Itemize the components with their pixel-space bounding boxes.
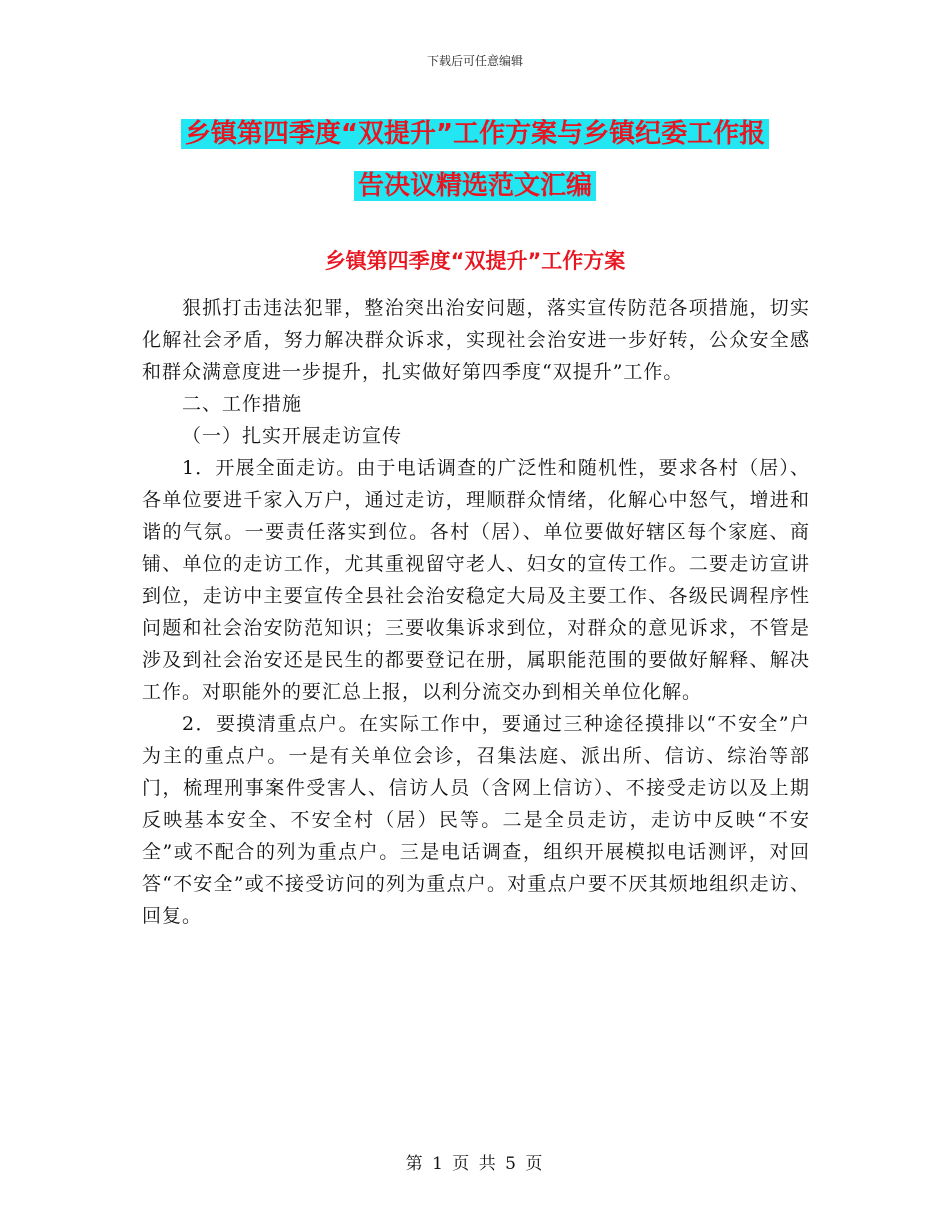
- paragraph-intro: 狠抓打击违法犯罪，整治突出治安问题，落实宣传防范各项措施，切实化解社会矛盾，努力解决群众诉求，实现社会治安进一步好转，公众安全感和群众满意度进一步提升，扎实做好第四季度“双提升”工作。: [142, 297, 810, 383]
- document-title-line-2: 告决议精选范文汇编: [354, 171, 596, 201]
- section-title: 乡镇第四季度“双提升”工作方案: [324, 249, 626, 273]
- page-header-note: 下载后可任意编辑: [426, 54, 523, 68]
- page-number: 第 1 页 共 5 页: [405, 1154, 545, 1174]
- heading-work-measures: 二、工作措施: [182, 393, 303, 415]
- document-title-line-1: 乡镇第四季度“双提升”工作方案与乡镇纪委工作报: [181, 119, 769, 149]
- paragraph-item-2: 2．要摸清重点户。在实际工作中，要通过三种途径摸排以“不安全”户为主的重点户。一是有关单位会诊，召集法庭、派出所、信访、综治等部门，梳理刑事案件受害人、信访人员（含网上信访）、不接受走访以及上期反映基本安全、不安全村（居）民等。二是全员走访，走访中反映“不安全”或不配合的列为重点户。三是电话调查，组织开展模拟电话测评，对回答“不安全”或不接受访问的列为重点户。对重点户要不厌其烦地组织走访、回复。: [142, 713, 810, 927]
- paragraph-item-1: 1．开展全面走访。由于电话调查的广泛性和随机性，要求各村（居）、各单位要进千家入万户，通过走访，理顺群众情绪，化解心中怒气，增进和谐的气氛。一要责任落实到位。各村（居）、单位要做好辖区每个家庭、商铺、单位的走访工作，尤其重视留守老人、妇女的宣传工作。二要走访宣讲到位，走访中主要宣传全县社会治安稳定大局及主要工作、各级民调程序性问题和社会治安防范知识；三要收集诉求到位，对群众的意见诉求，不管是涉及到社会治安还是民生的都要登记在册，属职能范围的要做好解释、解决工作。对职能外的要汇总上报，以利分流交办到相关单位化解。: [142, 457, 810, 703]
- document-title: [0, 108, 950, 212]
- document-body: [142, 292, 810, 932]
- subheading-visits: （一）扎实开展走访宣传: [182, 425, 403, 447]
